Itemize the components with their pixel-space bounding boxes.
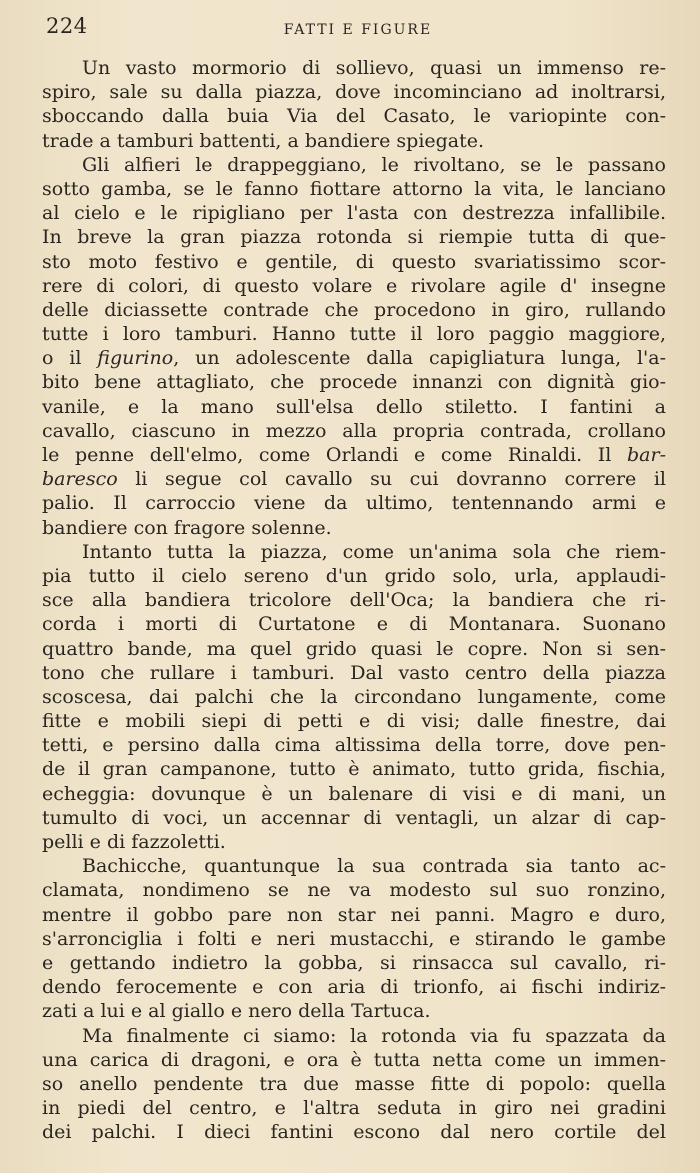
text-line [42,491,666,515]
text-segment: sboccando dalla buia Via del Casato, le variopinte con- [42,105,666,128]
text-line [42,1120,666,1144]
text-line [42,298,666,322]
text-line [42,951,666,975]
text-line [42,225,666,249]
text-segment: de il gran campanone, tutto è animato, tutto grida, fischia, [42,758,666,781]
text-segment: dendo ferocemente e con aria di trionfo, ai fischi indiriz- [42,976,666,999]
text-line [42,903,666,927]
text-line [42,733,666,757]
text-line [42,685,666,709]
text-segment: clamata, nondimeno se ne va modesto sul suo ronzino, [42,879,666,902]
text-segment: sotto gamba, se le fanno fiottare attorno la vita, le lanciano [42,177,666,200]
text-line [42,975,666,999]
text-line [42,80,666,104]
text-segment: vanile, e la mano sull'elsa dello stiletto. I fantini a [42,395,666,418]
text-segment: zati a lui e al giallo e nero della Tartuca. [42,1000,431,1023]
text-line [42,637,666,661]
text-segment: echeggia: dovunque è un balenare di visi e di mani, un [42,782,666,805]
text-line [42,1072,666,1096]
text-line [42,1096,666,1120]
text-line [42,516,666,540]
text-segment: le penne dell'elmo, come Orlandi e come Rinaldi. Il [42,444,627,466]
text-segment: mentre il gobbo pare non star nei panni. Magro e duro, [42,903,666,926]
text-segment: tono che rullare i tamburi. Dal vasto centro della piazza [42,661,666,684]
running-title: FATTI E FIGURE [283,22,433,38]
text-segment: Bachicche, quantunque la sua contrada sia tanto ac- [82,855,666,878]
text-line [42,830,666,854]
italic-term: bar- [627,444,666,466]
text-line [42,153,666,177]
page-header [46,14,670,44]
text-segment: pia tutto il cielo sereno d'un grido solo, urla, applaudi- [42,564,666,587]
text-line [42,274,666,298]
text-segment: tetti, e persino dalla cima altissima della torre, dove pen- [42,734,666,757]
text-line [42,999,666,1023]
text-segment: trade a tamburi battenti, a bandiere spiegate. [42,129,485,152]
text-segment: Intanto tutta la piazza, come un'anima sola che riem- [82,540,666,563]
page-body-text [42,56,666,1144]
text-line [42,56,666,80]
text-line [42,104,666,128]
text-segment: quattro bande, ma quel grido quasi le copre. Non si sen- [42,637,666,660]
text-segment: bito bene attagliato, che procede innanzi con dignità gio- [42,371,666,394]
text-line [42,1048,666,1072]
text-line [42,854,666,878]
text-line [42,564,666,588]
text-segment: li segue col cavallo su cui dovranno correre il [117,468,666,491]
text-segment: bandiere con fragore solenne. [42,516,332,539]
text-segment: e gettando indietro la gobba, si rinsacca sul cavallo, ri- [42,951,666,974]
text-line [42,370,666,394]
text-segment: o il [42,347,98,370]
text-line [42,250,666,274]
text-line [42,201,666,225]
text-line [42,419,666,443]
text-segment: scoscesa, dai palchi che la circondano lungamente, come [42,685,666,708]
text-line [42,322,666,346]
text-line [42,927,666,951]
text-segment: dei palchi. I dieci fantini escono dal nero cortile del [42,1121,666,1144]
text-segment: fitte e mobili siepi di petti e di visi; dalle finestre, dai [42,710,666,733]
text-line [42,1024,666,1048]
text-line [42,129,666,153]
text-segment: corda i morti di Curtatone e di Montanara. Suonano [42,613,666,636]
text-line [42,346,666,370]
text-line [42,540,666,564]
text-line [42,661,666,685]
page-number: 224 [46,14,88,38]
text-segment: In breve la gran piazza rotonda si riempie tutta di que- [42,226,666,249]
text-segment: s'arronciglia i folti e neri mustacchi, e stirando le gambe [42,927,666,950]
text-segment: cavallo, ciascuno in mezzo alla propria contrada, crollano [42,419,666,442]
text-segment: al cielo e le ripigliano per l'asta con destrezza infallibile. [42,202,666,225]
text-line [42,177,666,201]
text-segment: palio. Il carroccio viene da ultimo, tentennando armi e [42,492,666,515]
italic-term: baresco [42,468,118,491]
text-segment: Gli alfieri le drappeggiano, le rivoltano, se le passano [82,153,666,176]
text-line [42,443,666,467]
text-line [42,806,666,830]
text-line [42,757,666,781]
text-line [42,395,666,419]
text-segment: tumulto di voci, un accennar di ventagli, un alzar di cap- [42,806,666,829]
text-segment: Un vasto mormorio di sollievo, quasi un immenso re- [82,57,666,79]
text-line [42,782,666,806]
text-segment: rere di colori, di questo volare e rivolare agile d' insegne [42,274,666,297]
text-segment: sce alla bandiera tricolore dell'Oca; la bandiera che ri- [42,589,666,612]
text-segment: pelli e di fazzoletti. [42,831,226,853]
italic-term: figurino [97,347,174,370]
text-line [42,588,666,612]
text-segment: Ma finalmente ci siamo: la rotonda via fu spazzata da [82,1024,666,1047]
text-segment: , un adolescente dalla capigliatura lunga, l'a- [173,347,666,370]
text-segment: spiro, sale su dalla piazza, dove incominciano ad inoltrarsi, [42,81,666,104]
text-segment: una carica di dragoni, e ora è tutta netta come un immen- [42,1048,666,1071]
text-segment: sto moto festivo e gentile, di questo svariatissimo scor- [42,250,666,273]
text-segment: tutte i loro tamburi. Hanno tutte il loro paggio maggiore, [42,323,666,346]
text-segment: so anello pendente tra due masse fitte di popolo: quella [42,1072,666,1095]
text-line [42,709,666,733]
text-line [42,878,666,902]
text-segment: delle diciassette contrade che procedono in giro, rullando [42,298,666,321]
text-line [42,467,666,491]
text-line [42,612,666,636]
text-segment: in piedi del centro, e l'altra seduta in giro nei gradini [42,1097,666,1120]
